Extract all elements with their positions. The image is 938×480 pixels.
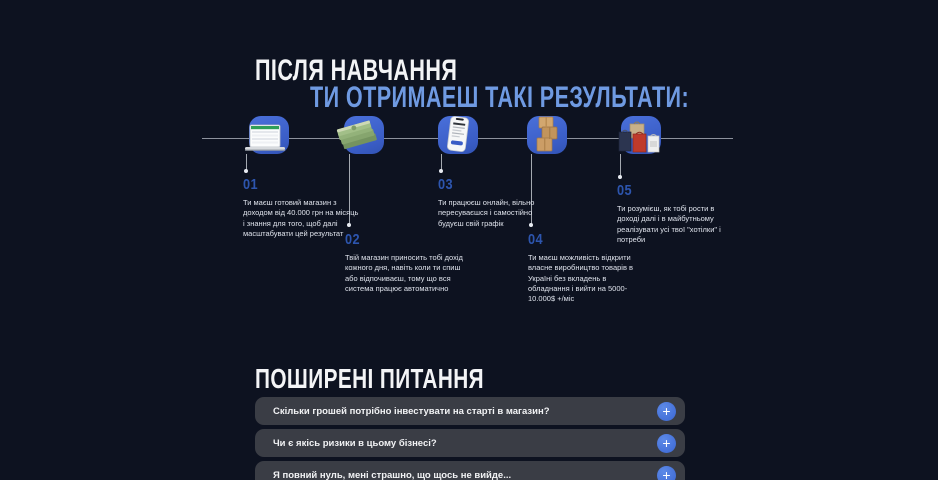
step-number: 03 [438,176,454,193]
timeline-step-5 [617,182,725,245]
faq-question: Я повний нуль, мені страшно, що щось не вийде... [273,469,512,480]
connector-dot-1 [244,169,248,173]
step-number: 04 [528,231,544,248]
shopping-bags-icon [621,116,661,154]
expand-plus-icon[interactable]: + [657,466,676,480]
faq-question: Чи є якісь ризики в цьому бізнесі? [273,437,437,449]
step-text: Ти маєш готовий магазин з доходом від 40.000 грн на місяць і знання для того, щоб далі масштабувати цей результат [243,198,359,239]
faq-question: Скільки грошей потрібно інвестувати на старті в магазин? [273,405,550,417]
connector-line-1 [246,154,247,170]
phone-receipt-icon [438,116,478,154]
faq-title: ПОШИРЕНІ ПИТАННЯ [255,362,485,395]
results-title-line1: ПІСЛЯ НАВЧАННЯ [255,54,458,87]
timeline-step-2 [345,231,467,294]
money-stack-icon [344,116,384,154]
faq-item-risks[interactable] [255,429,685,457]
step-number: 01 [243,176,259,193]
timeline-step-3 [438,176,550,229]
step-text: Ти працюєш онлайн, вільно пересуваєшся і самостійно будуєш свій графік [438,198,535,228]
step-text: Твій магазин приносить тобі дохід кожного дня, навіть коли ти спиш або відпочиваєш, тому що вся система працює автоматично [345,253,463,294]
step-text: Ти маєш можливість відкрити власне виробництво товарів в Україні без вкладень в обладнання і вийти на 5000-10.000$ +/міс [528,253,634,304]
connector-line-5 [620,154,621,176]
connector-line-3 [441,154,442,170]
faq-item-beginner[interactable] [255,461,685,480]
timeline-step-1 [243,176,359,239]
results-title-line2: ТИ ОТРИМАЕШ ТАКІ РЕЗУЛЬТАТИ: [310,81,690,114]
connector-dot-5 [618,175,622,179]
laptop-spreadsheet-icon [249,116,289,154]
cardboard-boxes-icon [527,116,567,154]
step-number: 05 [617,182,633,199]
step-number: 02 [345,231,361,248]
expand-plus-icon[interactable]: + [657,402,676,421]
expand-plus-icon[interactable]: + [657,434,676,453]
step-text: Ти розумієш, як тобі рости в доході далі і в майбутньому реалізувати усі твої "хотілки" і потреби [617,204,721,245]
faq-item-investment[interactable] [255,397,685,425]
connector-dot-3 [439,169,443,173]
